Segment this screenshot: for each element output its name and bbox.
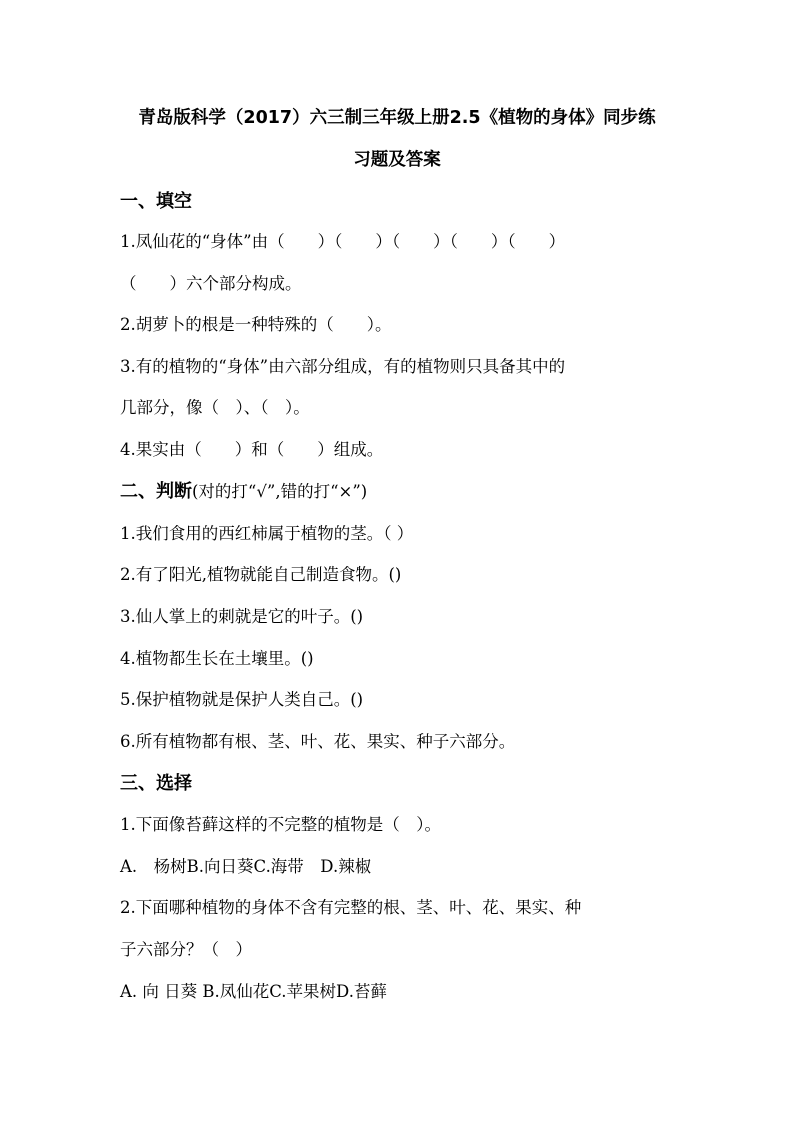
question-judge-6: 6.所有植物都有根、茎、叶、花、果实、种子六部分。 [120, 732, 516, 751]
section-heading-choice: 三、选择 [120, 773, 192, 794]
question-fill-3-line-2: 几部分，像（ ）、（ ）。 [120, 398, 310, 417]
question-choice-1-options: A. 杨树B.向日葵C.海带 D.辣椒 [120, 857, 372, 876]
section-heading-true-false-note: (对的打“√”,错的打“×”) [192, 482, 368, 501]
question-fill-2: 2.胡萝卜的根是一种特殊的（ ）。 [120, 315, 392, 334]
document-title-line-1: 青岛版科学（2017）六三制三年级上册2.5《植物的身体》同步练 [138, 108, 656, 128]
section-heading-fill-in: 一、填空 [120, 191, 192, 212]
question-fill-4: 4.果实由（ ）和（ ）组成。 [120, 440, 384, 459]
question-choice-1: 1.下面像苔藓这样的不完整的植物是（ ）。 [120, 815, 441, 834]
question-choice-2-line-2: 子六部分？（ ） [120, 940, 252, 959]
question-judge-1: 1.我们食用的西红柿属于植物的茎。（ ） [120, 524, 414, 543]
document-title-line-2: 习题及答案 [353, 150, 441, 170]
question-judge-5: 5.保护植物就是保护人类自己。() [120, 690, 364, 709]
question-choice-2-options: A. 向 日葵 B.凤仙花C.苹果树D.苔藓 [120, 982, 387, 1001]
question-choice-2-line-1: 2.下面哪种植物的身体不含有完整的根、茎、叶、花、果实、种 [120, 898, 582, 917]
question-fill-1-line-2: （ ）六个部分构成。 [120, 274, 302, 293]
section-heading-true-false-label: 二、判断 [120, 481, 192, 502]
question-judge-3: 3.仙人掌上的刺就是它的叶子。() [120, 607, 364, 626]
question-fill-1-line-1: 1.凤仙花的“身体”由（ ）（ ）（ ）（ ）（ ） [120, 232, 566, 251]
question-judge-2: 2.有了阳光,植物就能自己制造食物。() [120, 565, 402, 584]
section-heading-true-false [120, 480, 367, 504]
question-fill-3-line-1: 3.有的植物的“身体”由六部分组成，有的植物则只具备其中的 [120, 357, 566, 376]
question-judge-4: 4.植物都生长在土壤里。() [120, 649, 314, 668]
